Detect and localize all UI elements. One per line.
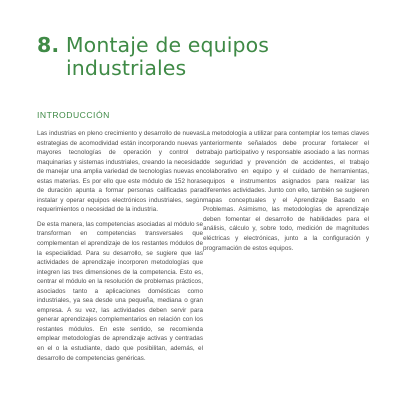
chapter-title-line1: Montaje de equipos bbox=[65, 33, 270, 57]
left-column bbox=[37, 129, 203, 368]
chapter-number: 8. bbox=[37, 33, 60, 57]
chapter-title bbox=[37, 34, 377, 80]
chapter-title-line2: industriales bbox=[66, 56, 187, 80]
right-column bbox=[203, 129, 369, 258]
section-heading: INTRODUCCIÓN bbox=[37, 110, 110, 120]
right-paragraph-1: La metodología a utilizar para contemplar los temas claves anteriormente señalados debe procurar fortalecer el trabajo participativo y responsable asociado a las normas de seguridad y prevención de accidentes, el trabajo colaborativo en equipo y el cuidado de herramientas, equipos e instrumentos asignados para realizar las diferentes actividades. Junto con ello, también se sugieren mapas conceptuales y el Aprendizaje Basado en Problemas. Asimismo, las metodologías de aprendizaje deben fomentar el desarrollo de habilidades para el análisis, cálculo y, sobre todo, medición de magnitudes eléctricas y electrónicas, junto a la configuración y programación de estos equipos. bbox=[203, 130, 369, 252]
left-paragraph-1: Las industrias en pleno crecimiento y desarrollo de nuevas estrategias de acomodividad están incorporando nuevas y mayores tecnologías de operación y control de maquinarias y sistemas industriales, creando la necesidad de manejar una amplia variedad de tecnologías nuevas en estas materias. Es por ello que este módulo de 152 horas de duración apunta a formar personas calificadas para instalar y operar equipos electrónicos industriales, según requerimientos o necesidad de la industria. bbox=[37, 130, 203, 214]
left-paragraph-2: De esta manera, las competencias asociadas al módulo se transforman en competencias transversales que complementan el aprendizaje de los restantes módulos de la especialidad. Para su desarrollo, se sugiere que las actividades de aprendizaje incorporen metodologías que integren las tres dimensiones de la competencia. Esto es, centrar el módulo en la resolución de problemas prácticos, asociados tanto a aplicaciones domésticas como industriales, ya sea desde una pequeña, mediana o gran empresa. A su vez, las actividades deben servir para generar aprendizajes complementarios en relación con los restantes módulos. En este sentido, se recomienda emplear metodologías de aprendizaje activas y centradas en el o la estudiante, dado que posibilitan, además, el desarrollo de competencias genéricas. bbox=[37, 220, 203, 362]
